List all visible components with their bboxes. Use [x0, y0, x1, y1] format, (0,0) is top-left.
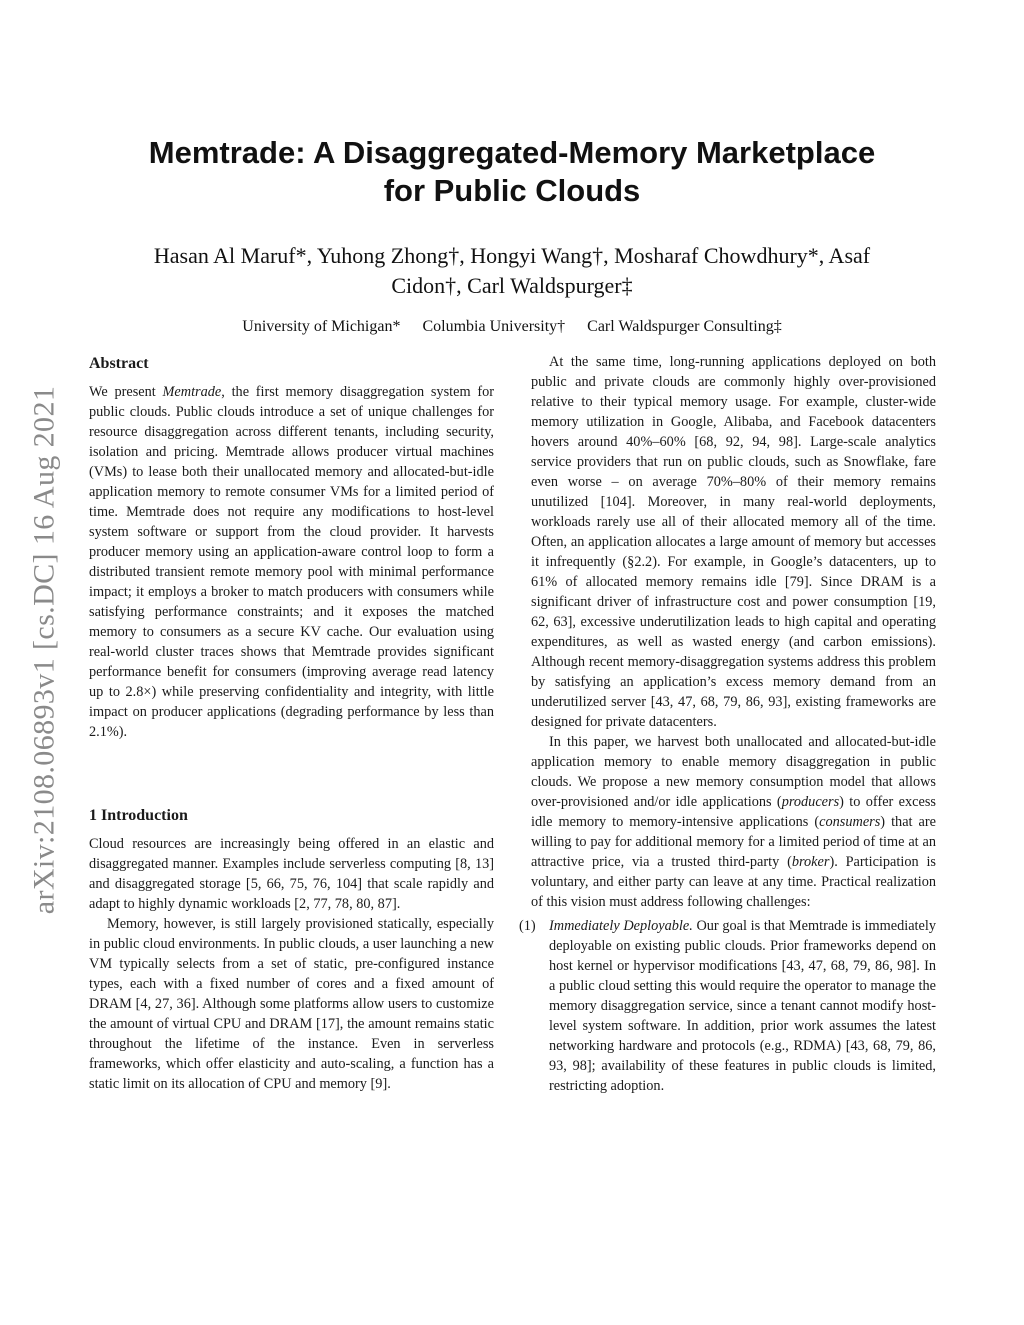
p2-producers: producers: [781, 794, 840, 810]
challenge-number: (1): [519, 918, 536, 934]
author-line-2: Cidon†, Carl Waldspurger‡: [391, 273, 633, 298]
affiliation-michigan: University of Michigan*: [242, 318, 401, 335]
abstract-emphasis: Memtrade: [162, 384, 222, 400]
abstract-text-rest: , the first memory disaggregation system for public clouds. Public clouds introduce a set of unique challenges for resource disaggregation across different tenants, including security, isolation and pricing. Memtrade allows producer virtual machines (VMs) to lease both their unallocated memory and allocated-but-idle application memory to remote consumer VMs for a limited period of time. Memtrade does not require any modifications to host-level system software or support from the cloud provider. It harvests producer memory using an application-aware control loop to form a distributed transient remote memory pool with minimal performance impact; it employs a broker to match producers with consumers while satisfying performance constraints; and it exposes the matched memory to consumers as a secure KV cache. Our evaluation using real-world cluster traces shows that Memtrade provides significant performance benefit for consumers (improving average read latency up to 2.8×) while preserving confidentiality and integrity, with little impact on producer applications (degrading performance by less than 2.1%).: [89, 384, 494, 740]
introduction-heading: 1 Introduction: [89, 807, 188, 824]
arxiv-stamp: [26, 355, 62, 945]
challenge-text: [549, 916, 936, 1096]
right-paragraph-1: At the same time, long-running applications deployed on both public and private clouds are commonly highly over-provisioned relative to their typical memory usage. For example, cluster-wide memory utilization in Google, Alibaba, and Facebook datacenters hovers around 40%–60% [68, 92, 94, 98]. Large-scale analytics service providers that run on public clouds, such as Snowflake, fare even worse – on average 70%–80% of their memory remains unutilized [104]. Moreover, in many real-world deployments, workloads rarely use all of their allocated memory all of the time. Often, an application allocates a large amount of memory but accesses it infrequently (§2.2). For example, in Google’s datacenters, up to 61% of allocated memory remains idle [79]. Since DRAM is a significant driver of infrastructure cost and power consumption [19, 62, 63], excessive underutilization leads to high capital and operating expenditures, as well as wasted energy (and carbon emissions). Although recent memory-disaggregation systems address this problem by satisfying an application’s excess memory demand from an underutilized server [43, 47, 68, 79, 86, 93], existing frameworks are designed for private datacenters.: [531, 354, 936, 730]
challenge-body: Our goal is that Memtrade is immediately deployable on existing public clouds. Prior frameworks depend on host kernel or hypervisor modifications [43, 47, 68, 79, 86, 98]. In a public cloud setting this would require the operator to manage the memory disaggregation service, since a tenant cannot modify host-level system software. In addition, prior work assumes the latest networking hardware and protocols (e.g., RDMA) [43, 68, 79, 86, 93, 98]; availability of these features in public clouds is limited, restricting adoption.: [549, 918, 936, 1094]
challenge-title: Immediately Deployable.: [549, 918, 693, 934]
intro-paragraph-1: Cloud resources are increasingly being offered in an elastic and disaggregated manner. Examples include serverless computing [8, 13] and disaggregated storage [5, 66, 75, 76, 104] that scale rapidly and adapt to highly dynamic workloads [2, 77, 78, 80, 87].: [89, 836, 494, 912]
challenge-list-item: [519, 916, 936, 1096]
p2-consumers: consumers: [819, 814, 881, 830]
author-line-1: Hasan Al Maruf*, Yuhong Zhong†, Hongyi Wang†, Mosharaf Chowdhury*, Asaf: [153, 243, 871, 268]
p2-broker: broker: [791, 854, 830, 870]
affiliations: [90, 318, 934, 336]
abstract-text: [89, 382, 494, 742]
affiliation-waldspurger: Carl Waldspurger Consulting‡: [587, 318, 782, 335]
p2-part-g: ). Participation is voluntary, and either party can leave at any time. Practical realization of this vision must address following challenges:: [531, 854, 936, 910]
title-line-1: Memtrade: A Disaggregated-Memory Marketplace: [148, 135, 876, 170]
abstract-text-start: We present: [89, 384, 163, 400]
p2-part-c: ) to offer excess idle memory to memory-intensive applications (: [531, 794, 936, 830]
paper-title: [90, 134, 934, 210]
arxiv-stamp-text: arXiv:2108.06893v1 [cs.DC] 16 Aug 2021: [27, 385, 60, 915]
right-paragraph-2: [531, 732, 936, 912]
abstract-heading: Abstract: [89, 355, 149, 372]
left-column: [89, 352, 494, 1094]
right-column: [519, 352, 936, 1096]
title-line-2: for Public Clouds: [383, 173, 641, 208]
p2-part-a: In this paper, we harvest both unallocated and allocated-but-idle application memory to enable memory disaggregation in public clouds. We propose a new memory consumption model that allows over-provisioned and/or idle applications (: [531, 734, 936, 810]
author-list: [90, 241, 934, 301]
intro-paragraph-2: Memory, however, is still largely provisioned statically, especially in public cloud environments. In public clouds, a user launching a new VM typically selects from a set of static, pre-configured instance types, each with a fixed number of cores and a fixed amount of DRAM [4, 27, 36]. Although some platforms allow users to customize the amount of virtual CPU and DRAM [17], the amount remains static throughout the lifetime of the instance. Even in serverless frameworks, which offer elasticity and auto-scaling, a function has a static limit on its allocation of CPU and memory [9].: [89, 916, 494, 1092]
p2-part-e: ) that are willing to pay for additional memory for a limited period of time at an attractive price, via a trusted third-party (: [531, 814, 936, 870]
affiliation-columbia: Columbia University†: [422, 318, 566, 335]
